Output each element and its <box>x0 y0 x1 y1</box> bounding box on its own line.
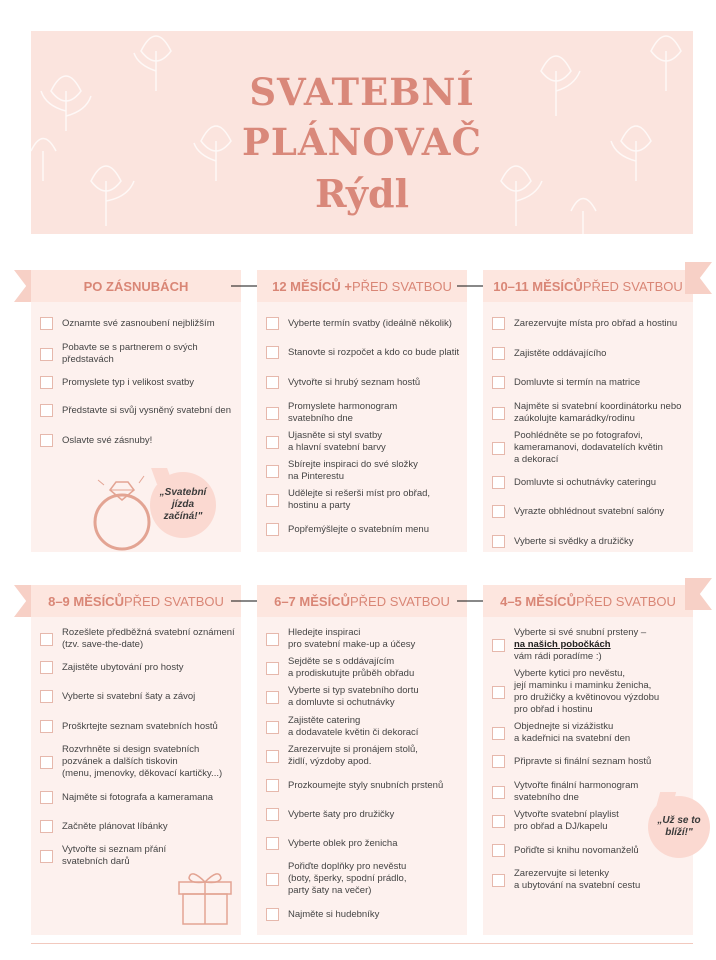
section-subtitle-s5: PŘED SVATBOU <box>349 593 450 609</box>
checklist-item[interactable]: Sejděte se s oddávajícím a prodiskutujte průběh obřadu <box>266 656 414 680</box>
section-header-s4 <box>31 585 241 617</box>
checkbox[interactable] <box>492 407 505 420</box>
checklist-item[interactable]: Domluvte si termín na matrice <box>492 376 640 389</box>
checkbox[interactable] <box>492 727 505 740</box>
checkbox[interactable] <box>492 786 505 799</box>
checklist-item[interactable]: Připravte si finální seznam hostů <box>492 755 651 768</box>
checklist-item[interactable]: Pořiďte si knihu novomanželů <box>492 844 639 857</box>
checkbox[interactable] <box>40 633 53 646</box>
branches-link[interactable]: na našich pobočkách <box>514 639 611 650</box>
checklist-item[interactable]: Zajistěte ubytování pro hosty <box>40 661 183 674</box>
checklist-item[interactable]: Vyrazte obhlédnout svatební salóny <box>492 505 664 518</box>
checklist-item[interactable]: Vyberte si své snubní prsteny – na našich pobočkách vám rádi poradíme :) <box>492 627 646 663</box>
checklist-item[interactable]: Prozkoumejte styly snubních prstenů <box>266 779 443 792</box>
section-title-s3: 10–11 MĚSÍCŮ <box>493 278 583 294</box>
section-title-s6: 4–5 MĚSÍCŮ <box>500 593 576 609</box>
checkbox[interactable] <box>492 844 505 857</box>
checkbox[interactable] <box>492 755 505 768</box>
checkbox[interactable] <box>266 721 279 734</box>
section-header-s3 <box>483 270 693 302</box>
checkbox[interactable] <box>266 317 279 330</box>
checkbox[interactable] <box>266 346 279 359</box>
title-line-2: PLÁNOVAČ <box>242 120 482 164</box>
section-header-s1 <box>31 270 241 302</box>
section-panel-s2 <box>257 302 467 552</box>
checklist-item[interactable]: Zarezervujte si pronájem stolů, židlí, výzdoby apod. <box>266 744 418 768</box>
checklist-item[interactable]: Pobavte se s partnerem o svých představách <box>40 342 198 366</box>
checklist-item[interactable]: Poohlédněte se po fotografovi, kameramanovi, dodavatelích květin a dekorací <box>492 430 663 466</box>
checklist-item[interactable]: Oznamte své zasnoubení nejbližším <box>40 317 215 330</box>
section-subtitle-s6: PŘED SVATBOU <box>575 593 676 609</box>
checkbox[interactable] <box>266 523 279 536</box>
checkbox[interactable] <box>492 874 505 887</box>
checklist-item[interactable]: Zajistěte catering a dodavatele květin či dekorací <box>266 715 418 739</box>
checkbox[interactable] <box>40 791 53 804</box>
checkbox[interactable] <box>266 494 279 507</box>
checklist-item[interactable]: Popřemýšlejte o svatebním menu <box>266 523 429 536</box>
checkbox[interactable] <box>492 535 505 548</box>
checkbox[interactable] <box>266 908 279 921</box>
section-title-s1: PO ZÁSNUBÁCH <box>83 278 189 294</box>
gift-icon <box>176 868 234 926</box>
speech-bubble-s6: „Už se to blíží!" <box>648 796 710 858</box>
checklist-item[interactable]: Rozvrhněte si design svatebních pozvánek a dalších tiskovin (menu, jmenovky, děkovací kartičky...) <box>40 744 222 780</box>
checklist-item[interactable]: Vyberte si svatební šaty a závoj <box>40 690 195 703</box>
checkbox[interactable] <box>492 686 505 699</box>
checkbox[interactable] <box>40 317 53 330</box>
checklist-item[interactable]: Ujasněte si styl svatby a hlavní svatební barvy <box>266 430 386 454</box>
checkbox[interactable] <box>266 376 279 389</box>
checklist-item[interactable]: Rozešlete předběžná svatební oznámení (tzv. save-the-date) <box>40 627 235 651</box>
checkbox[interactable] <box>492 347 505 360</box>
brand-name: Rýdl <box>315 171 409 216</box>
checklist-item[interactable]: Sbírejte inspiraci do své složky na Pinterestu <box>266 459 418 483</box>
checklist-item[interactable]: Představte si svůj vysněný svatební den <box>40 404 231 417</box>
checklist-item[interactable]: Vyberte si svědky a družičky <box>492 535 634 548</box>
hero-banner <box>31 31 693 234</box>
checkbox[interactable] <box>492 639 505 652</box>
checkbox[interactable] <box>40 690 53 703</box>
ribbon-right-icon <box>685 262 712 294</box>
checklist-item[interactable]: Pořiďte doplňky pro nevěstu (boty, šperky, spodní prádlo, party šaty na večer) <box>266 861 406 897</box>
checkbox[interactable] <box>266 662 279 675</box>
checklist-item[interactable]: Vytvořte finální harmonogram svatebního dne <box>492 780 638 804</box>
checkbox[interactable] <box>266 691 279 704</box>
checkbox[interactable] <box>40 756 53 769</box>
checklist-item[interactable]: Oslavte své zásnuby! <box>40 434 152 447</box>
checkbox[interactable] <box>266 808 279 821</box>
checklist-item[interactable]: Vytvořte si hrubý seznam hostů <box>266 376 420 389</box>
checkbox[interactable] <box>492 376 505 389</box>
checklist-item[interactable]: Promyslete harmonogram svatebního dne <box>266 401 397 425</box>
checklist-item[interactable]: Proškrtejte seznam svatebních hostů <box>40 720 218 733</box>
checkbox[interactable] <box>266 873 279 886</box>
checkbox[interactable] <box>266 779 279 792</box>
checkbox[interactable] <box>492 476 505 489</box>
checkbox[interactable] <box>40 376 53 389</box>
checklist-item[interactable]: Udělejte si rešerši míst pro obřad, hostinu a party <box>266 488 430 512</box>
checklist-item[interactable]: Hledejte inspiraci pro svatební make-up a účesy <box>266 627 415 651</box>
checklist-item[interactable]: Vyberte oblek pro ženicha <box>266 837 398 850</box>
checkbox[interactable] <box>40 850 53 863</box>
checklist-item[interactable]: Zarezervujte místa pro obřad a hostinu <box>492 317 677 330</box>
checkbox[interactable] <box>40 348 53 361</box>
checklist-item[interactable]: Zarezervujte si letenky a ubytování na svatební cestu <box>492 868 640 892</box>
checklist-item[interactable]: Vyberte šaty pro družičky <box>266 808 394 821</box>
checklist-item[interactable]: Promyslete typ i velikost svatby <box>40 376 194 389</box>
section-title-s4: 8–9 MĚSÍCŮ <box>48 593 124 609</box>
checkbox[interactable] <box>266 750 279 763</box>
section-header-s2 <box>257 270 467 302</box>
checkbox[interactable] <box>40 434 53 447</box>
section-header-s6 <box>483 585 693 617</box>
checklist-item[interactable]: Domluvte si ochutnávky cateringu <box>492 476 656 489</box>
section-title-s5: 6–7 MĚSÍCŮ <box>274 593 350 609</box>
checkbox[interactable] <box>40 404 53 417</box>
section-subtitle-s4: PŘED SVATBOU <box>123 593 224 609</box>
checklist-item[interactable]: Vytvořte si seznam přání svatebních darů <box>40 844 166 868</box>
section-subtitle-s3: PŘED SVATBOU <box>582 278 683 294</box>
title-line-1: SVATEBNÍ <box>249 70 475 114</box>
checklist-item[interactable]: Začněte plánovat líbánky <box>40 820 168 833</box>
checkbox[interactable] <box>266 407 279 420</box>
speech-bubble-s1: „Svatební jízda začíná!" <box>150 472 216 538</box>
checklist-item[interactable]: Najměte si fotografa a kameramana <box>40 791 213 804</box>
checklist-item[interactable]: Vyberte si typ svatebního dortu a domluvte si ochutnávky <box>266 685 419 709</box>
checkbox[interactable] <box>492 317 505 330</box>
checkbox[interactable] <box>492 815 505 828</box>
checklist-item[interactable]: Objednejte si vizážistku a kadeřnici na svatební den <box>492 721 630 745</box>
page-title <box>31 67 693 167</box>
checkbox[interactable] <box>492 442 505 455</box>
checkbox[interactable] <box>266 837 279 850</box>
checkbox[interactable] <box>492 505 505 518</box>
section-subtitle-s2: PŘED SVATBOU <box>351 278 452 294</box>
checklist-item[interactable]: Vyberte kytici pro nevěstu, její maminku i maminku ženicha, pro družičky a květinovou výzdobu pro obřad i hostinu <box>492 668 659 716</box>
checkbox[interactable] <box>266 436 279 449</box>
footer-divider <box>31 943 693 944</box>
section-title-s2: 12 MĚSÍCŮ + <box>272 278 352 294</box>
checkbox[interactable] <box>40 820 53 833</box>
checklist-item[interactable]: Stanovte si rozpočet a kdo co bude platit <box>266 346 459 359</box>
checklist-item[interactable]: Zajistěte oddávajícího <box>492 347 606 360</box>
checklist-item[interactable]: Vytvořte svatební playlist pro obřad a DJ/kapelu <box>492 809 619 833</box>
section-header-s5 <box>257 585 467 617</box>
ribbon-right-icon <box>685 578 712 610</box>
checkbox[interactable] <box>40 661 53 674</box>
checkbox[interactable] <box>266 633 279 646</box>
checklist-item[interactable]: Najměte si hudebníky <box>266 908 379 921</box>
checkbox[interactable] <box>266 465 279 478</box>
checkbox[interactable] <box>40 720 53 733</box>
checklist-item[interactable]: Najměte si svatební koordinátorku nebo zaúkolujte kamarádky/rodinu <box>492 401 681 425</box>
checklist-item[interactable]: Vyberte termín svatby (ideálně několik) <box>266 317 452 330</box>
